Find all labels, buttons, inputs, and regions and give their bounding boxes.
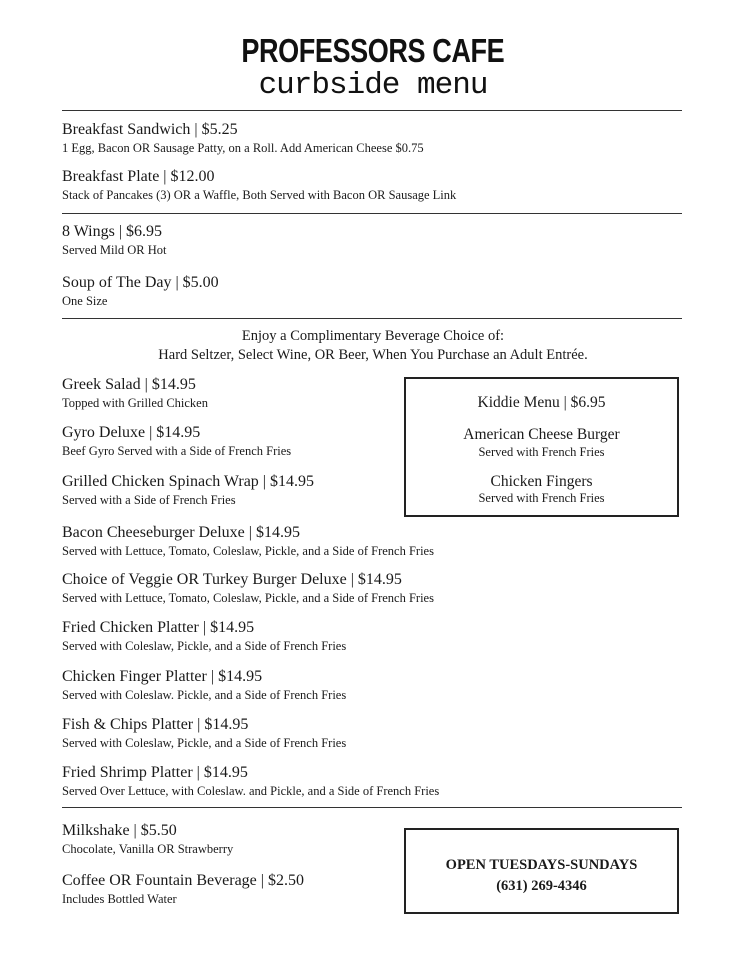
hours-box — [404, 828, 679, 914]
item-description: Served with Coleslaw, Pickle, and a Side of French Fries — [62, 639, 347, 653]
item-description: Served with Coleslaw, Pickle, and a Side of French Fries — [62, 736, 347, 750]
page-subtitle: curbside menu — [258, 68, 488, 103]
item-description: One Size — [62, 294, 108, 308]
menu-item-fish-chips-platter — [62, 715, 346, 751]
item-name: Chicken Finger Platter | $14.95 — [62, 668, 263, 685]
divider — [62, 213, 682, 214]
kiddie-item-name: Chicken Fingers — [490, 473, 593, 490]
item-name: Fried Chicken Platter | $14.95 — [62, 619, 255, 636]
menu-item-chicken-wrap — [62, 472, 314, 508]
item-name: Grilled Chicken Spinach Wrap | $14.95 — [62, 473, 314, 490]
item-description: Served Mild OR Hot — [62, 243, 167, 257]
item-name: Fried Shrimp Platter | $14.95 — [62, 764, 248, 781]
menu-item-milkshake — [62, 821, 233, 857]
item-description: Served with a Side of French Fries — [62, 493, 236, 507]
item-description: Includes Bottled Water — [62, 892, 177, 906]
item-description: Served with Lettuce, Tomato, Coleslaw, Pickle, and a Side of French Fries — [62, 591, 434, 605]
item-name: Soup of The Day | $5.00 — [62, 274, 219, 291]
promo-line-1: Enjoy a Complimentary Beverage Choice of: — [241, 328, 505, 344]
menu-item-wings — [62, 222, 167, 258]
item-name: Fish & Chips Platter | $14.95 — [62, 716, 249, 733]
divider — [62, 110, 682, 111]
item-description: 1 Egg, Bacon OR Sausage Patty, on a Roll. Add American Cheese $0.75 — [62, 141, 424, 155]
phone-number: (631) 269-4346 — [496, 878, 587, 894]
menu-item-chicken-finger-platter — [62, 667, 346, 703]
menu-item-bacon-cheeseburger — [62, 523, 434, 559]
divider — [62, 807, 682, 808]
item-name: Milkshake | $5.50 — [62, 822, 177, 839]
item-description: Served with Coleslaw. Pickle, and a Side of French Fries — [62, 688, 347, 702]
kiddie-menu-title: Kiddie Menu | $6.95 — [477, 394, 606, 411]
item-name: Choice of Veggie OR Turkey Burger Deluxe | $14.95 — [62, 571, 402, 588]
item-description: Served with Lettuce, Tomato, Coleslaw, Pickle, and a Side of French Fries — [62, 544, 434, 558]
promo-line-2: Hard Seltzer, Select Wine, OR Beer, When You Purchase an Adult Entrée. — [158, 347, 588, 363]
kiddie-menu-box — [404, 377, 679, 517]
item-description: Served Over Lettuce, with Coleslaw. and Pickle, and a Side of French Fries — [62, 784, 440, 798]
item-name: Bacon Cheeseburger Deluxe | $14.95 — [62, 524, 300, 541]
menu-item-breakfast-sandwich — [62, 120, 424, 156]
item-description: Topped with Grilled Chicken — [62, 396, 208, 410]
menu-item-veggie-turkey-burger — [62, 570, 434, 606]
page-title: PROFESSORS CAFE — [241, 32, 505, 69]
item-name: Coffee OR Fountain Beverage | $2.50 — [62, 872, 304, 889]
item-name: Breakfast Sandwich | $5.25 — [62, 121, 238, 138]
menu-item-gyro-deluxe — [62, 423, 291, 459]
item-description: Chocolate, Vanilla OR Strawberry — [62, 842, 234, 856]
kiddie-item-description: Served with French Fries — [478, 491, 605, 505]
open-days: OPEN TUESDAYS-SUNDAYS — [445, 857, 638, 873]
kiddie-item-description: Served with French Fries — [478, 445, 605, 459]
menu-item-soup — [62, 273, 219, 309]
item-name: Breakfast Plate | $12.00 — [62, 168, 215, 185]
item-name: 8 Wings | $6.95 — [62, 223, 163, 240]
item-description: Stack of Pancakes (3) OR a Waffle, Both Served with Bacon OR Sausage Link — [62, 188, 457, 202]
menu-item-coffee-fountain — [62, 871, 304, 907]
menu-item-fried-shrimp-platter — [62, 763, 439, 799]
menu-item-fried-chicken-platter — [62, 618, 346, 654]
divider — [62, 318, 682, 319]
item-name: Gyro Deluxe | $14.95 — [62, 424, 201, 441]
item-name: Greek Salad | $14.95 — [62, 376, 196, 393]
kiddie-item-name: American Cheese Burger — [463, 426, 620, 443]
item-description: Beef Gyro Served with a Side of French Fries — [62, 444, 292, 458]
menu-item-breakfast-plate — [62, 167, 456, 203]
menu-item-greek-salad — [62, 375, 208, 411]
